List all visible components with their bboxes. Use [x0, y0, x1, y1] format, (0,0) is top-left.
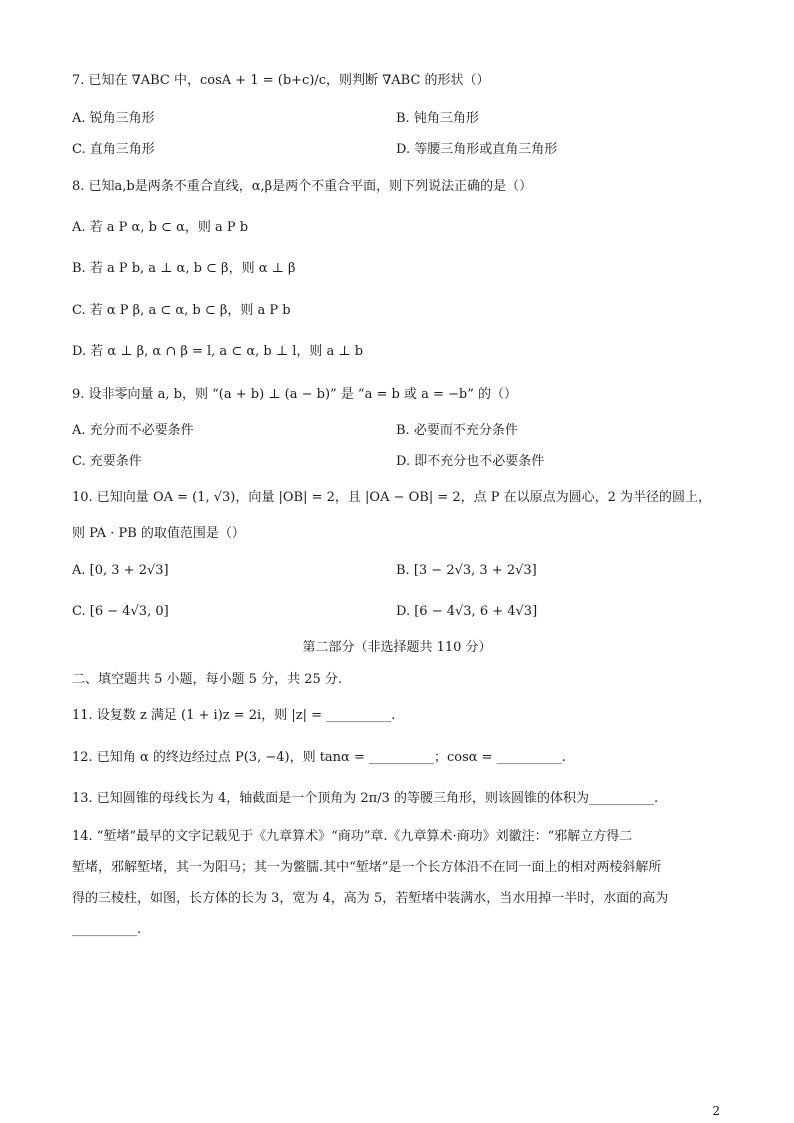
- q8-option-b: B. 若 a P b, a ⊥ α, b ⊂ β，则 α ⊥ β: [72, 261, 296, 276]
- q10-option-c: C. [6 − 4√3, 0]: [72, 604, 169, 619]
- q11: 11. 设复数 z 满足 (1 + i)z = 2i，则 |z| = __________.: [72, 708, 396, 723]
- q8-stem: 8. 已知a,b是两条不重合直线，α,β是两个不重合平面，则下列说法正确的是（）: [72, 179, 533, 194]
- q8-option-a: A. 若 a P α, b ⊂ α，则 a P b: [72, 220, 249, 235]
- q10-option-b: B. [3 − 2√3, 3 + 2√3]: [396, 563, 537, 578]
- q14-line1: 14. “堑堵”最早的文字记载见于《九章算术》“商功”章.《九章算术·商功》刘徽注：“邪解立方得二: [72, 829, 633, 844]
- q9-option-a: A. 充分而不必要条件: [72, 423, 194, 438]
- q10-option-d: D. [6 − 4√3, 6 + 4√3]: [396, 604, 538, 619]
- q14-line4: __________.: [72, 922, 142, 937]
- section2-heading: 二、填空题共 5 小题，每小题 5 分，共 25 分.: [72, 672, 343, 687]
- q8-option-c: C. 若 α P β, a ⊂ α, b ⊂ β，则 a P b: [72, 303, 291, 318]
- q10-option-a: A. [0, 3 + 2√3]: [72, 563, 169, 578]
- q7-option-c: C. 直角三角形: [72, 142, 155, 157]
- q7-option-d: D. 等腰三角形或直角三角形: [396, 142, 558, 157]
- q12: 12. 已知角 α 的终边经过点 P(3, −4)，则 tanα = __________；cosα = __________.: [72, 750, 566, 765]
- q13: 13. 已知圆锥的母线长为 4，轴截面是一个顶角为 2π/3 的等腰三角形，则该圆锥的体积为__________.: [72, 791, 659, 806]
- page-number: 2: [712, 1104, 720, 1118]
- q9-stem: 9. 设非零向量 a, b，则 “(a + b) ⊥ (a − b)” 是 “a = b 或 a = −b” 的（）: [72, 387, 517, 402]
- q10-stem-line2: 则 PA · PB 的取值范围是（）: [72, 526, 245, 541]
- q14-line2: 堑堵，邪解堑堵，其一为阳马；其一为鳖臑.其中“堑堵”是一个长方体沿不在同一面上的相对两棱斜解所: [72, 860, 662, 875]
- q14-line3: 得的三棱柱，如图，长方体的长为 3，宽为 4，高为 5，若堑堵中装满水，当水用掉一半时，水面的高为: [72, 891, 669, 906]
- q9-option-b: B. 必要而不充分条件: [396, 423, 518, 438]
- q9-option-d: D. 即不充分也不必要条件: [396, 454, 545, 469]
- q7-stem: 7. 已知在 ∇ABC 中，cosA + 1 = (b+c)/c，则判断 ∇ABC 的形状（）: [72, 73, 490, 88]
- q10-stem: 10. 已知向量 OA = (1, √3)，向量 |OB| = 2，且 |OA − OB| = 2，点 P 在以原点为圆心，2 为半径的圆上，: [72, 490, 712, 505]
- q7-option-a: A. 锐角三角形: [72, 111, 155, 126]
- q7-option-b: B. 钝角三角形: [396, 111, 479, 126]
- q8-option-d: D. 若 α ⊥ β, α ∩ β = l, a ⊂ α, b ⊥ l，则 a ⊥ b: [72, 344, 364, 359]
- part2-title: 第二部分（非选择题共 110 分）: [302, 640, 492, 655]
- q9-option-c: C. 充要条件: [72, 454, 142, 469]
